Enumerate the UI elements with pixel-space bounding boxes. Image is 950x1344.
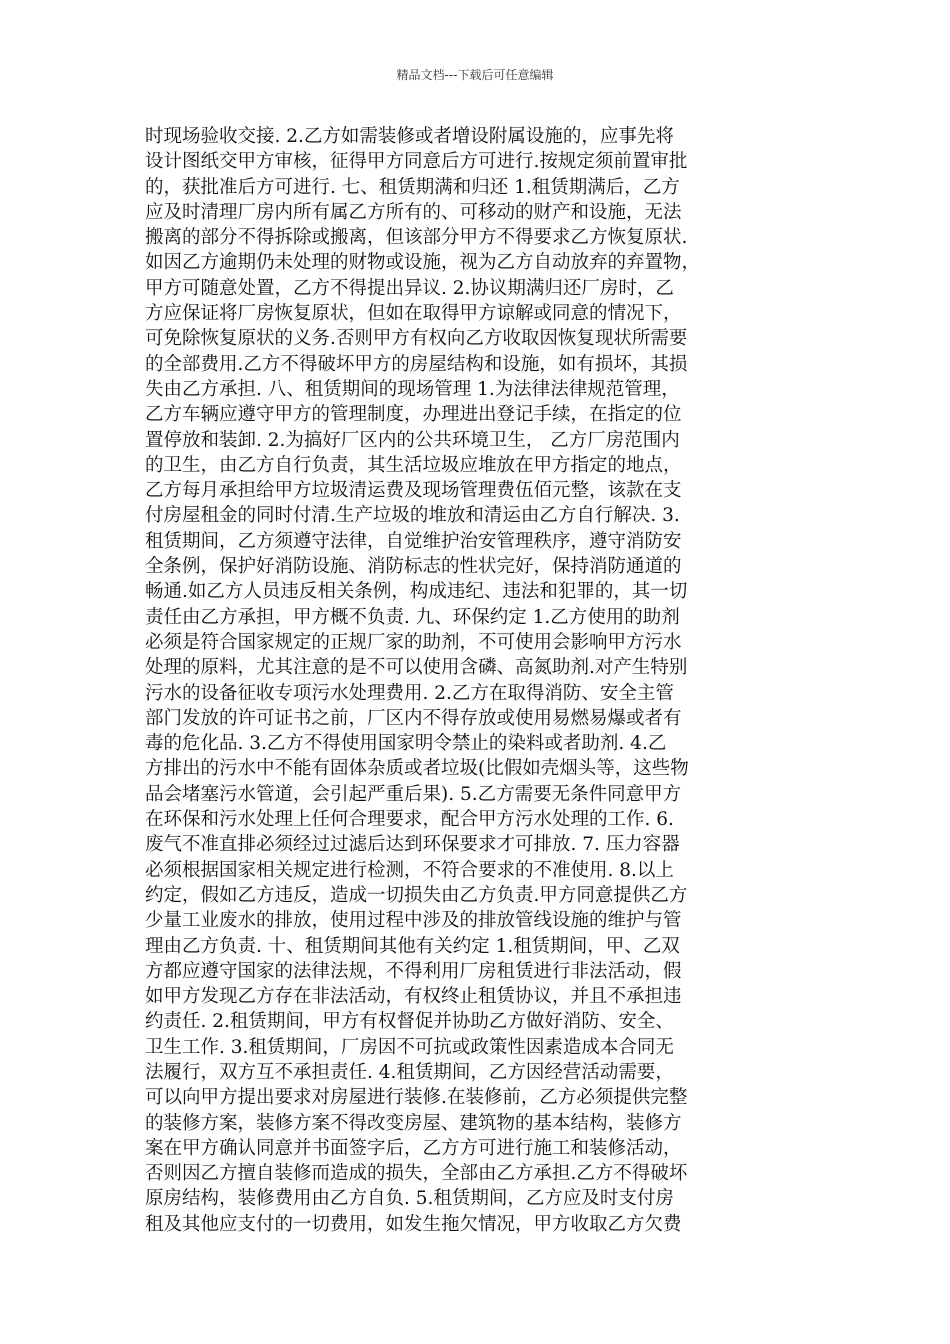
body-text-line: 方应保证将厂房恢复原状，但如在取得甲方谅解或同意的情况下，	[145, 303, 682, 325]
body-text-line: 付房屋租金的同时付清.生产垃圾的堆放和清运由乙方自行解决. 3.	[145, 505, 680, 527]
body-text-line: 可免除恢复原状的义务.否则甲方有权向乙方收取因恢复现状所需要	[145, 328, 688, 350]
body-text-line: 约责任. 2.租赁期间，甲方有权督促并协助乙方做好消防、安全、	[145, 1011, 674, 1033]
body-text-line: 时现场验收交接. 2.乙方如需装修或者增设附属设施的，应事先将	[145, 126, 674, 147]
document-body	[145, 124, 825, 1237]
body-text-line: 必须根据国家相关规定进行检测，不符合要求的不准使用. 8.以上	[145, 859, 674, 881]
body-text-line: 方都应遵守国家的法律法规，不得利用厂房租赁进行非法活动，假	[145, 960, 682, 982]
body-text-line: 否则因乙方擅自装修而造成的损失，全部由乙方承担.乙方不得破坏	[145, 1163, 688, 1185]
body-text-line: 的全部费用.乙方不得破坏甲方的房屋结构和设施，如有损坏，其损	[145, 353, 688, 375]
body-text-line: 处理的原料，尤其注意的是不可以使用含磷、高氮助剂.对产生特别	[145, 657, 688, 679]
body-text-line: 方排出的污水中不能有固体杂质或者垃圾(比假如壳烟头等，这些物	[145, 758, 689, 780]
body-text-line: 全条例，保护好消防设施、消防标志的性状完好，保持消防通道的	[145, 556, 682, 578]
body-text-line: 少量工业废水的排放，使用过程中涉及的排放管线设施的维护与管	[145, 910, 682, 932]
body-text-line: 品会堵塞污水管道，会引起严重后果). 5.乙方需要无条件同意甲方	[145, 783, 682, 805]
body-text-line: 必须是符合国家规定的正规厂家的助剂，不可使用会影响甲方污水	[145, 631, 682, 653]
body-text-line: 在环保和污水处理上任何合理要求，配合甲方污水处理的工作. 6.	[145, 809, 674, 831]
body-text-line: 畅通.如乙方人员违反相关条例，构成违纪、违法和犯罪的，其一切	[145, 581, 688, 603]
body-text-line: 甲方可随意处置，乙方不得提出异议. 2.协议期满归还厂房时，乙	[145, 277, 674, 299]
body-text-line: 可以向甲方提出要求对房屋进行装修.在装修前，乙方必须提供完整	[145, 1087, 688, 1109]
page-header: 精品文档---下载后可任意编辑	[396, 68, 554, 82]
body-text-line: 的装修方案，装修方案不得改变房屋、建筑物的基本结构，装修方	[145, 1112, 682, 1134]
body-text-line: 理由乙方负责. 十、租赁期间其他有关约定 1.租赁期间，甲、乙双	[145, 935, 680, 957]
body-text-line: 搬离的部分不得拆除或搬离，但该部分甲方不得要求乙方恢复原状.	[145, 227, 688, 249]
body-text-line: 污水的设备征收专项污水处理费用. 2.乙方在取得消防、安全主管	[145, 682, 674, 704]
body-text-line: 案在甲方确认同意并书面签字后，乙方方可进行施工和装修活动，	[145, 1137, 682, 1159]
body-text-line: 租及其他应支付的一切费用，如发生拖欠情况，甲方收取乙方欠费	[145, 1213, 682, 1235]
body-text-line: 租赁期间，乙方须遵守法律，自觉维护治安管理秩序，遵守消防安	[145, 530, 682, 552]
body-text-line: 乙方每月承担给甲方垃圾清运费及现场管理费伍佰元整，该款在支	[145, 480, 682, 502]
body-text-line: 如甲方发现乙方存在非法活动，有权终止租赁协议，并且不承担违	[145, 986, 682, 1008]
body-text-line: 失由乙方承担. 八、租赁期间的现场管理 1.为法律法律规范管理，	[145, 378, 680, 400]
body-text-line: 约定，假如乙方违反，造成一切损失由乙方负责.甲方同意提供乙方	[145, 884, 688, 906]
body-text-line: 的卫生，由乙方自行负责，其生活垃圾应堆放在甲方指定的地点，	[145, 454, 682, 476]
body-text-line: 的，获批准后方可进行. 七、租赁期满和归还 1.租赁期满后，乙方	[145, 176, 680, 198]
body-text-line: 责任由乙方承担，甲方概不负责. 九、环保约定 1.乙方使用的助剂	[145, 606, 680, 628]
body-text-line: 乙方车辆应遵守甲方的管理制度，办理进出登记手续，在指定的位	[145, 404, 682, 426]
body-text-line: 法履行，双方互不承担责任. 4.租赁期间，乙方因经营活动需要，	[145, 1061, 674, 1083]
body-text-line: 卫生工作. 3.租赁期间，厂房因不可抗或政策性因素造成本合同无	[145, 1036, 674, 1058]
body-text-line: 原房结构，装修费用由乙方自负. 5.租赁期间，乙方应及时支付房	[145, 1188, 674, 1210]
body-text-line: 部门发放的许可证书之前，厂区内不得存放或使用易燃易爆或者有	[145, 707, 682, 729]
body-text-line: 毒的危化品. 3.乙方不得使用国家明令禁止的染料或者助剂. 4.乙	[145, 733, 667, 755]
body-text-line: 废气不准直排必须经过过滤后达到环保要求才可排放. 7. 压力容器	[145, 834, 680, 856]
body-text-line: 设计图纸交甲方审核，征得甲方同意后方可进行.按规定须前置审批	[145, 151, 688, 173]
body-text-line: 如因乙方逾期仍未处理的财物或设施，视为乙方自动放弃的弃置物，	[145, 252, 701, 274]
body-text-line: 置停放和装卸. 2.为搞好厂区内的公共环境卫生， 乙方厂房范围内	[145, 429, 680, 451]
body-text-line: 应及时清理厂房内所有属乙方所有的、可移动的财产和设施，无法	[145, 201, 682, 223]
